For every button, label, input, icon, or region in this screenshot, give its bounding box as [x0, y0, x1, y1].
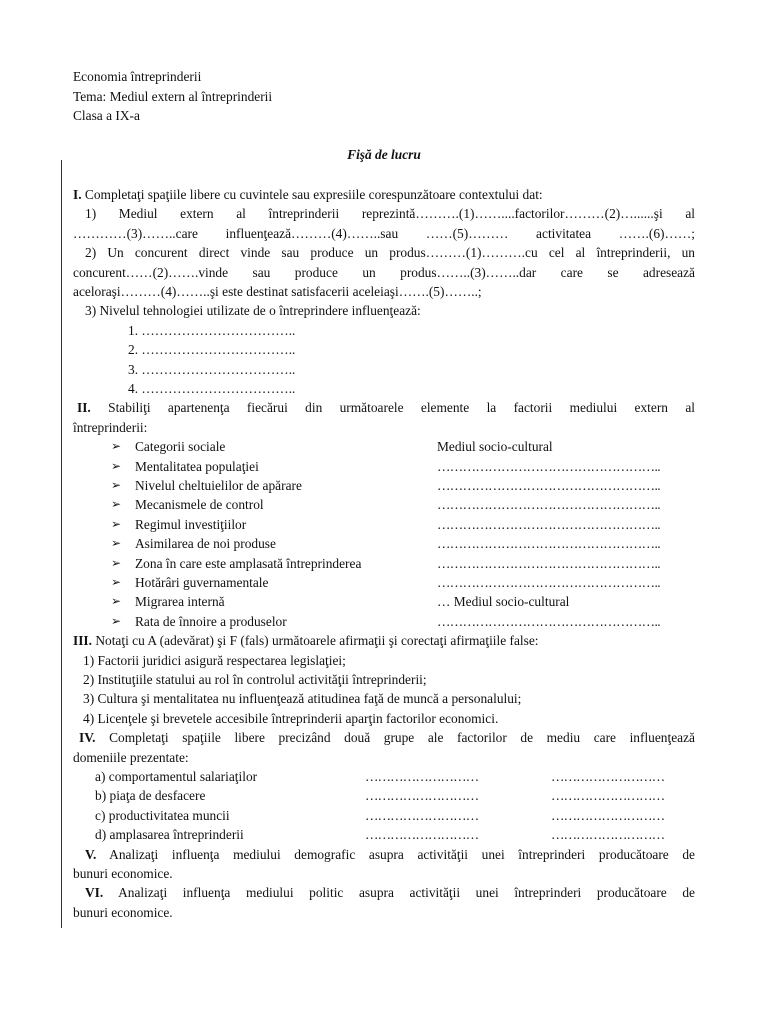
section-2-instruction: [73, 398, 695, 417]
section-1-line: aceloraşi………(4)……..şi este destinat satisfacerii aceleiaşi…….(5)……..;: [73, 284, 482, 300]
factor-row: [73, 437, 695, 456]
blank-line: 1. ……………………………..: [128, 322, 296, 338]
statement: 1) Factorii juridici asigură respectarea legislaţiei;: [83, 652, 346, 668]
section-3: [73, 631, 695, 728]
worksheet-title: Fişă de lucru: [347, 147, 421, 162]
section-6-number: VI.: [85, 885, 104, 901]
section-6: [73, 883, 695, 922]
section-1-line: 3) Nivelul tehnologiei utilizate de o întreprindere influenţează:: [85, 303, 421, 319]
factor-name: Mentalitatea populaţiei: [135, 458, 259, 474]
arrow-bullet-icon: ➢: [111, 574, 122, 589]
factor-row: [73, 573, 695, 592]
factor-answer: ……………………………………………..: [437, 574, 660, 590]
blank-line: 2. ……………………………..: [128, 342, 296, 358]
factor-name: Mecanismele de control: [135, 497, 264, 513]
factor-row: [73, 534, 695, 553]
factor-name: Asimilarea de noi produse: [135, 536, 276, 552]
arrow-bullet-icon: ➢: [111, 594, 122, 609]
factor-row: [73, 457, 695, 476]
section-6-instruction-cont: bunuri economice.: [73, 904, 173, 920]
section-1-number: I.: [73, 187, 82, 202]
worksheet-content: [73, 185, 695, 922]
section-2-text: Stabiliţi apartenenţa fiecărui din următoarele elemente la factorii mediului extern al: [90, 400, 695, 416]
domain-label: b) piaţa de desfacere: [95, 788, 206, 804]
section-1-text: Completaţi spaţiile libere cu cuvintele sau expresiile corespunzătoare contextului dat:: [81, 187, 543, 202]
domain-row: [73, 806, 695, 825]
class-line: Clasa a IX-a: [73, 108, 140, 123]
section-3-text: Notaţi cu A (adevărat) şi F (fals) următoarele afirmaţii şi corectaţi afirmaţiile false:: [91, 633, 539, 649]
blank-line: 3. ……………………………..: [128, 361, 296, 377]
domain-row: [73, 825, 695, 844]
factor-row: [73, 612, 695, 631]
factor-name: Zona în care este amplasată întreprinderea: [135, 555, 362, 571]
factor-answer: ……………………………………………..: [437, 536, 660, 552]
statement: 2) Instituţiile statului au rol în controlul activităţii întreprinderii;: [83, 671, 427, 687]
domain-blank: ………………………: [551, 788, 665, 804]
domain-row: [73, 786, 695, 805]
arrow-bullet-icon: ➢: [111, 516, 122, 531]
factor-row: [73, 554, 695, 573]
section-5-number: V.: [85, 846, 97, 862]
section-1-line: concurent……(2)…….vinde sau produce un produs……..(3)……..dar care se adresează: [73, 264, 695, 280]
arrow-bullet-icon: ➢: [111, 478, 122, 492]
section-1-line: …………(3)……..care influenţează………(4)……..sau ……(5)……… activitatea …….(6)……;: [73, 225, 695, 241]
factor-row: [73, 592, 695, 611]
arrow-bullet-icon: ➢: [111, 536, 122, 551]
section-6-text: Analizaţi influenţa mediului politic asupra activităţii unei întreprinderi producătoare de: [103, 885, 695, 901]
section-2: [73, 398, 695, 631]
factor-answer: ……………………………………………..: [437, 458, 660, 474]
domain-blank: ………………………: [551, 827, 665, 843]
domain-row: [73, 767, 695, 786]
factor-name: Hotărâri guvernamentale: [135, 574, 269, 590]
section-1-line: 2) Un concurent direct vinde sau produce un produs………(1)……….cu cel al întreprinderii, un: [85, 245, 695, 261]
topic-line: Tema: Mediul extern al întreprinderii: [73, 88, 273, 104]
factor-name: Regimul investiţiilor: [135, 516, 247, 532]
blank-line: 4. ……………………………..: [128, 381, 296, 397]
domain-blank: ………………………: [365, 768, 479, 784]
section-5-instruction: [73, 845, 695, 864]
factor-answer: ……………………………………………..: [437, 555, 660, 571]
domain-blank: ………………………: [365, 788, 479, 804]
section-4-instruction-cont: domeniile prezentate:: [73, 749, 189, 765]
factor-row: [73, 515, 695, 534]
section-6-instruction: [73, 883, 695, 902]
domain-label: a) comportamentul salariaţilor: [95, 768, 258, 784]
domain-blank: ………………………: [365, 807, 479, 823]
section-4: [73, 728, 695, 844]
domain-blank: ………………………: [365, 827, 479, 843]
factor-list: [73, 437, 695, 631]
left-margin-line: [61, 160, 62, 928]
section-1: [73, 185, 695, 398]
domain-label: d) amplasarea întreprinderii: [95, 827, 244, 843]
domain-blank: ………………………: [551, 807, 665, 823]
factor-name: Categorii sociale: [135, 439, 226, 455]
factor-name: Migrarea internă: [135, 594, 225, 610]
subject-line: Economia întreprinderii: [73, 69, 202, 84]
factor-row: [73, 476, 695, 495]
section-1-line: 1) Mediul extern al întreprinderii reprezintă……….(1)……....factorilor………(2)…......şi al: [85, 206, 695, 222]
factor-answer: ……………………………………………..: [437, 497, 660, 513]
arrow-bullet-icon: ➢: [111, 439, 122, 454]
arrow-bullet-icon: ➢: [111, 497, 122, 512]
section-1-instruction: [73, 185, 695, 204]
document-header: [73, 67, 272, 126]
section-3-instruction: [73, 631, 695, 650]
factor-name: Rata de înnoire a produselor: [135, 613, 287, 629]
factor-answer: ……………………………………………..: [437, 613, 660, 629]
section-2-instruction-cont: întreprinderii:: [73, 419, 148, 435]
section-5: [73, 845, 695, 884]
domain-blank: ………………………: [551, 768, 665, 784]
factor-answer: … Mediul socio-cultural: [437, 594, 570, 610]
section-5-instruction-cont: bunuri economice.: [73, 865, 173, 881]
section-5-text: Analizaţi influenţa mediului demografic asupra activităţii unei întreprinderi producătoare de: [96, 846, 695, 862]
technology-blank-list: [73, 321, 695, 399]
statement: 3) Cultura şi mentalitatea nu influenţează atitudinea faţă de muncă a personalului;: [83, 691, 522, 707]
factor-row: [73, 495, 695, 514]
factor-name: Nivelul cheltuielilor de apărare: [135, 478, 302, 493]
factor-answer: ……………………………………………..: [437, 516, 660, 532]
section-2-number: II.: [77, 400, 91, 416]
domain-label: c) productivitatea muncii: [95, 807, 230, 823]
arrow-bullet-icon: ➢: [111, 613, 122, 628]
statement: 4) Licenţele şi brevetele accesibile întreprinderii aparţin factorilor economici.: [83, 710, 499, 726]
section-4-text: Completaţi spaţiile libere precizând două grupe ale factorilor de mediu care influenţează: [95, 730, 695, 746]
section-4-number: IV.: [79, 730, 96, 746]
arrow-bullet-icon: ➢: [111, 555, 122, 570]
section-4-instruction: [73, 728, 695, 747]
section-3-number: III.: [73, 633, 92, 649]
factor-answer: Mediul socio-cultural: [437, 439, 553, 455]
arrow-bullet-icon: ➢: [111, 458, 122, 473]
factor-answer: ……………………………………………..: [437, 478, 660, 493]
